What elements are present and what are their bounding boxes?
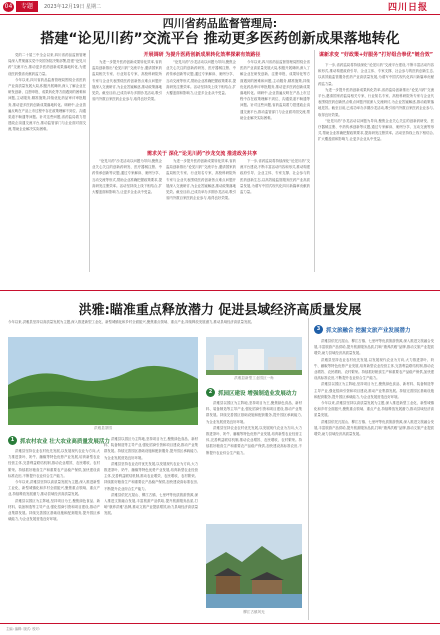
top-rule [0, 14, 440, 15]
article-divider [0, 290, 440, 291]
article1-title: 搭建“论见川药”交流平台 推动更多医药创新成果落地转化 [40, 31, 400, 47]
column-divider [89, 50, 90, 272]
article2-sec1-body: 洪雅县坚持农业农村优先发展,以发展现代农业为方向,大力推进茶叶、奶牛、藤椒等特色优势产业发展,培育新型农业经营主体,完善利益联结机制,推动农业增效、农民增收、农村繁荣。持续抓好粮食生产和重要农产品稳产保供,加快建设高标准农田,不断提升农业综合生产能力。 今年以来,洪雅县坚持以高质量发展为主题,深入推进新型工业化、新型城镇化和乡村全面振兴,聚焦重点领域、重点产业,持续释放发展潜力,推动县域经济高质量发展。 洪雅县以园区为主阵地,坚持项目为王,聚焦绿色食品、新材料、装备制造等主导产业,强化招商引资和项目建设,推动产业集群发展。持续完善园区基础设施和配套服务,提升园区承载能力,为企业发展营造良好环境。 [8, 449, 100, 522]
article2-sec2-head: 2 抓园区建设 增强制造业发展动力 [206, 388, 297, 397]
article1-intro: 党的二十届三中全会以来,四川省药品监督管理局深入贯彻落实党中央国务院决策部署,搭建“论见川药”交流平台,推动更多医药创新成果落地转化,为建设医药强省贡献药监力量。 今年以来,四川省药品监督管理局围绕全省医药产业高质量发展大局,积极开展调研,深入了解企业在研发创新、注册申报、成果转化等方面遇到的困难和问题,主动服务,精准施策,持续优化药品审评审批服务,推动更多医药创新成果落地转化。调研中,企业普遍反映在产品上市过程中存在政策理解不到位、沟通渠道不畅通等问题。针对这些问题,省药监局着力搭建政企沟通交流平台,推动监管部门与企业面对面交流,帮助企业解决实际困难。 [8, 53, 86, 132]
article2-sec1-head: 1 抓农村农业 壮大农业高质量发展活力 [8, 436, 110, 445]
industrial-park-photo [206, 337, 302, 375]
article2-sec3-head: 3 抓文旅融合 挖掘文旅产业发展潜力 [314, 325, 410, 334]
article1-col3: “论见川药”沙龙活动以问题为导向,聚焦企业关心关注的创新药研发、医疗器械注册、中药传承创新等议题,通过专家解读、案例分享、互动交流等形式,帮助企业准确把握政策要求,提高研发注册效率。活动坚持线上线下相结合,扩大覆盖面和影响力,让更多企业从中受益。 [166, 60, 236, 96]
article2-intro: 今年以来,洪雅县坚持以高质量发展为主题,深入推进新型工业化、新型城镇化和乡村全面振兴,聚焦重点领域、重点产业,持续释放发展潜力,推动县域经济高质量发展。 [8, 320, 255, 324]
article1-section1-head: 开展调研 为提升医药创新成果转化效率探索有效路径 [143, 52, 261, 58]
article1-col2: 为进一步提升医药创新成果转化效率,省药监局创新推出“论见川药”交流平台,邀请国家药监局相关专家、行业知名专家、高校科研院所专家与企业代表围绕医药创新热点难点问题开展深入交流研讨,为企业答疑解惑,推动政策落地见效。截至目前,已成功举办多期沙龙活动,吸引省内外数百家医药企业参与,取得良好效果。 [92, 60, 162, 102]
article2-sec2-body: 洪雅县以园区为主阵地,坚持项目为王,聚焦绿色食品、新材料、装备制造等主导产业,强化招商引资和项目建设,推动产业集群发展。持续完善园区基础设施和配套服务,提升园区承载能力,为企业发展营造良好环境。 洪雅县坚持农业农村优先发展,以发展现代农业为方向,大力推进茶叶、奶牛、藤椒等特色优势产业发展,培育新型农业经营主体,完善利益联结机制,推动农业增效、农民增收、农村繁荣。持续抓好粮食生产和重要农产品稳产保供,加快建设高标准农田,不断提升农业综合生产能力。 [206, 401, 302, 455]
photo1-caption: 洪雅县茶园 [94, 426, 112, 430]
column-divider [314, 50, 315, 272]
article1-section3-head: 谋新求变 “好政策+好服务”打好组合拳优“链合效” [318, 52, 434, 58]
article1-col6: 为进一步提升医药创新成果转化效率,省药监局创新推出“论见川药”交流平台,邀请国家药监局相关专家、行业知名专家、高校科研院所专家与企业代表围绕医药创新热点难点问题开展深入交流研讨,为企业答疑解惑,推动政策落地见效。截至目前,已成功举办多期沙龙活动,吸引省内外数百家医药企业参与,取得良好效果。 [166, 159, 236, 201]
article1-col4: 今年以来,四川省药品监督管理局围绕全省医药产业高质量发展大局,积极开展调研,深入了解企业在研发创新、注册申报、成果转化等方面遇到的困难和问题,主动服务,精准施策,持续优化药品审评审批服务,推动更多医药创新成果落地转化。调研中,企业普遍反映在产品上市过程中存在政策理解不到位、沟通渠道不畅通等问题。针对这些问题,省药监局着力搭建政企沟通交流平台,推动监管部门与企业面对面交流,帮助企业解决实际困难。 [240, 60, 310, 120]
article1-col8: 下一步,省药监局将持续深化“论见川药”交流平台建设,不断丰富活动内容和形式,推动构建政府引导、企业主体、专家支撑、社会参与的医药创新生态,以高效能监管服务医药产业高质量发展,为谱写中国式现代化四川新篇章贡献药监力量。 为进一步提升医药创新成果转化效率,省药监局创新推出“论见川药”交流平台,邀请国家药监局相关专家、行业知名专家、高校科研院所专家与企业代表围绕医药创新热点难点问题开展深入交流研讨,为企业答疑解惑,推动政策落地见效。截至目前,已成功举办多期沙龙活动,吸引省内外数百家医药企业参与,取得良好效果。 “论见川药”沙龙活动以问题为导向,聚焦企业关心关注的创新药研发、医疗器械注册、中药传承创新等议题,通过专家解读、案例分享、互动交流等形式,帮助企业准确把握政策要求,提高研发注册效率。活动坚持线上线下相结合,扩大覆盖面和影响力,让更多企业从中受益。 [318, 63, 434, 142]
photo3-caption: 柳江古镇风光 [243, 610, 265, 614]
article1-headline [0, 17, 440, 48]
tea-garden-photo [8, 337, 198, 425]
publication-date: 2023年12月19日 星期二 [44, 4, 102, 10]
number-badge: 3 [314, 325, 323, 334]
number-badge: 1 [8, 436, 17, 445]
ancient-town-photo [206, 524, 302, 608]
article1-col5: “论见川药”沙龙活动以问题为导向,聚焦企业关心关注的创新药研发、医疗器械注册、中药传承创新等议题,通过专家解读、案例分享、互动交流等形式,帮助企业准确把握政策要求,提高研发注册效率。活动坚持线上线下相结合,扩大覆盖面和影响力,让更多企业从中受益。 [92, 159, 162, 195]
section-name: 专题 [16, 1, 38, 12]
photo2-caption: 洪雅县新型工业园区一角 [234, 376, 274, 380]
number-badge: 2 [206, 388, 215, 397]
page-footer: 主编: 编辑: 版式: 校对: [0, 623, 440, 635]
article2-sec3-body: 洪雅县依托瓦屋山、柳江古镇、七里坪等优质旅游资源,深入推进文旅融合发展,丰富旅游产品供给,提升旅游服务品质,打响“康养洪雅”品牌,推动文旅产业提质增效,助力县域经济高质量发展。 洪雅县坚持农业农村优先发展,以发展现代农业为方向,大力推进茶叶、奶牛、藤椒等特色优势产业发展,培育新型农业经营主体,完善利益联结机制,推动农业增效、农民增收、农村繁荣。持续抓好粮食生产和重要农产品稳产保供,加快建设高标准农田,不断提升农业综合生产能力。 洪雅县以园区为主阵地,坚持项目为王,聚焦绿色食品、新材料、装备制造等主导产业,强化招商引资和项目建设,推动产业集群发展。持续完善园区基础设施和配套服务,提升园区承载能力,为企业发展营造良好环境。 今年以来,洪雅县坚持以高质量发展为主题,深入推进新型工业化、新型城镇化和乡村全面振兴,聚焦重点领域、重点产业,持续释放发展潜力,推动县域经济高质量发展。 洪雅县依托瓦屋山、柳江古镇、七里坪等优质旅游资源,深入推进文旅融合发展,丰富旅游产品供给,提升旅游服务品质,打响“康养洪雅”品牌,推动文旅产业提质增效,助力县域经济高质量发展。 [314, 339, 434, 437]
paper-logo: 四川日报 [387, 3, 428, 13]
article1-subtitle: 四川省药品监督管理局: [162, 17, 278, 30]
article2-title: 洪雅:瞄准重点释放潜力 促进县域经济高质量发展 [78, 303, 362, 318]
article1-col7: 下一步,省药监局将持续深化“论见川药”交流平台建设,不断丰富活动内容和形式,推动构建政府引导、企业主体、专家支撑、社会参与的医药创新生态,以高效能监管服务医药产业高质量发展,为谱写中国式现代化四川新篇章贡献药监力量。 [240, 159, 310, 195]
column-divider [308, 318, 309, 620]
page-number: 04 [4, 3, 13, 10]
article2-col2: 洪雅县以园区为主阵地,坚持项目为王,聚焦绿色食品、新材料、装备制造等主导产业,强化招商引资和项目建设,推动产业集群发展。持续完善园区基础设施和配套服务,提升园区承载能力,为企业发展营造良好环境。 洪雅县坚持农业农村优先发展,以发展现代农业为方向,大力推进茶叶、奶牛、藤椒等特色优势产业发展,培育新型农业经营主体,完善利益联结机制,推动农业增效、农民增收、农村繁荣。持续抓好粮食生产和重要农产品稳产保供,加快建设高标准农田,不断提升农业综合生产能力。 洪雅县依托瓦屋山、柳江古镇、七里坪等优质旅游资源,深入推进文旅融合发展,丰富旅游产品供给,提升旅游服务品质,打响“康养洪雅”品牌,推动文旅产业提质增效,助力县域经济高质量发展。 [104, 437, 198, 516]
masthead [0, 0, 440, 14]
article1-section2-head: 需求关于 深化“论见川药”沙龙交流 推进政务共享 [146, 151, 258, 157]
